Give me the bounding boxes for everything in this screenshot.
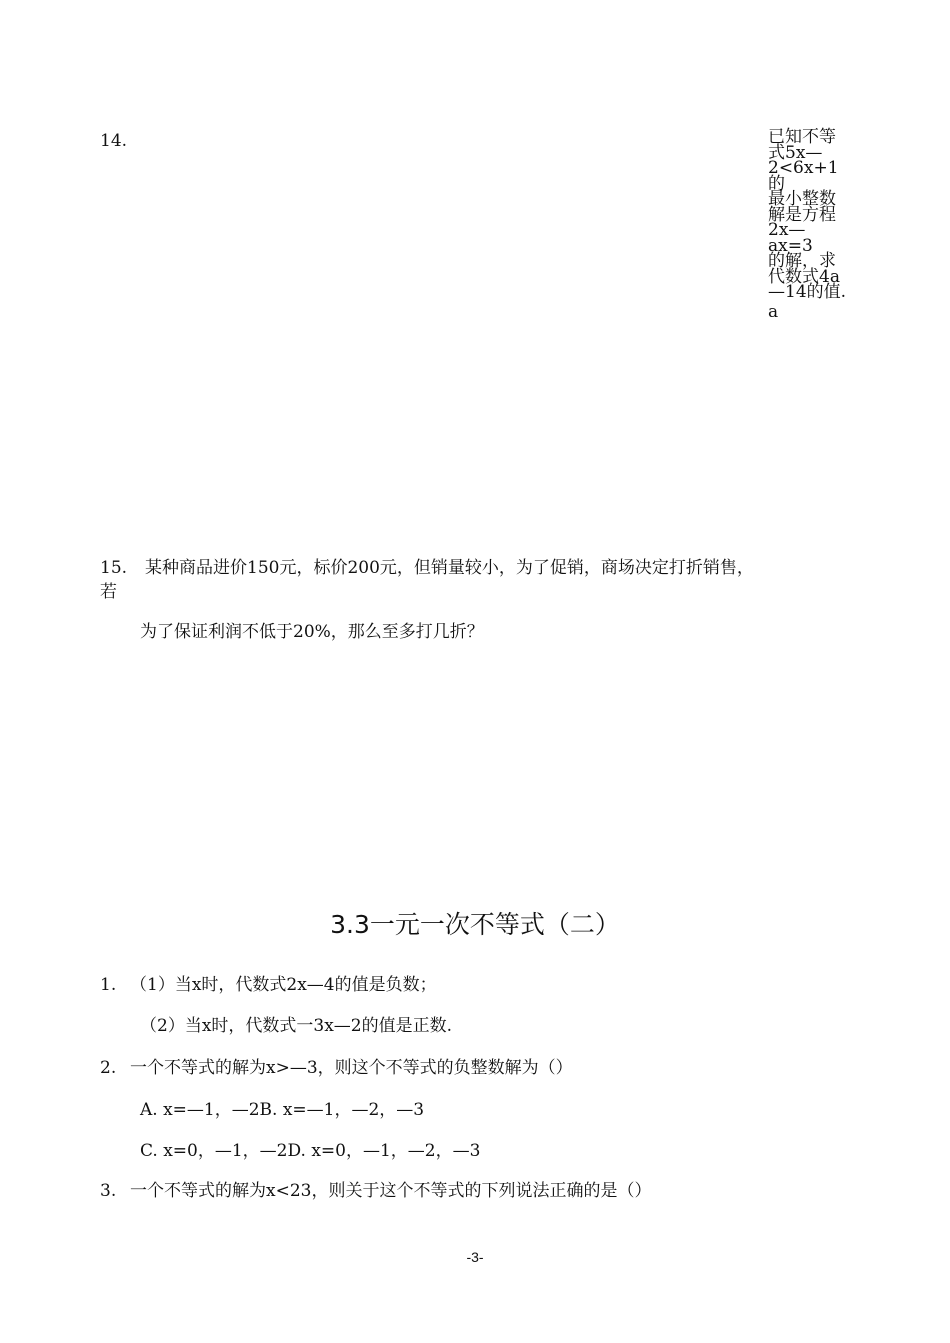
section-title: 3.3一元一次不等式（二） [330, 910, 620, 939]
q3-number: 3. [100, 1181, 117, 1201]
q14-line: a [768, 301, 779, 322]
q1-number: 1. [100, 975, 117, 995]
q1-part2: （2）当x时，代数式一3x—2的值是正数. [140, 1016, 453, 1036]
page-number: -3- [466, 1249, 484, 1265]
q14-number: 14. [100, 131, 128, 151]
q14-line: 2<6x+1的 [768, 158, 839, 194]
q14-line: 的解，求 [768, 251, 836, 271]
q2-stem: 一个不等式的解为x>—3，则这个不等式的负整数解为（） [130, 1058, 573, 1078]
q3-stem: 一个不等式的解为x<23，则关于这个不等式的下列说法正确的是（） [130, 1181, 652, 1201]
q14-line: —14的值. [768, 282, 847, 302]
q14-line: 解是方程 [768, 204, 836, 225]
q2-options-ab: A. x=—1，—2B. x=—1，—2，—3 [140, 1100, 425, 1120]
q14-line: 最小整数 [768, 189, 836, 209]
q15-line1: 某种商品进价150元，标价200元，但销量较小，为了促销，商场决定打折销售， [145, 558, 754, 578]
q14-line: 已知不等 [768, 127, 836, 147]
q15-number: 15. [100, 558, 128, 578]
q2-options-cd: C. x=0，—1，—2D. x=0，—1，—2，—3 [140, 1141, 481, 1161]
q15-line1-wrap: 若 [100, 582, 117, 602]
q1-part1: （1）当x时，代数式2x—4的值是负数； [130, 975, 437, 995]
q15-line2: 为了保证利润不低于20%，那么至多打几折？ [140, 622, 484, 642]
q14-line: 2x—ax=3 [768, 220, 813, 256]
q14-line: 式5x— [768, 142, 823, 163]
q14-line: 代数式4a [768, 266, 840, 287]
q14-text [768, 127, 850, 322]
q2-number: 2. [100, 1058, 117, 1078]
